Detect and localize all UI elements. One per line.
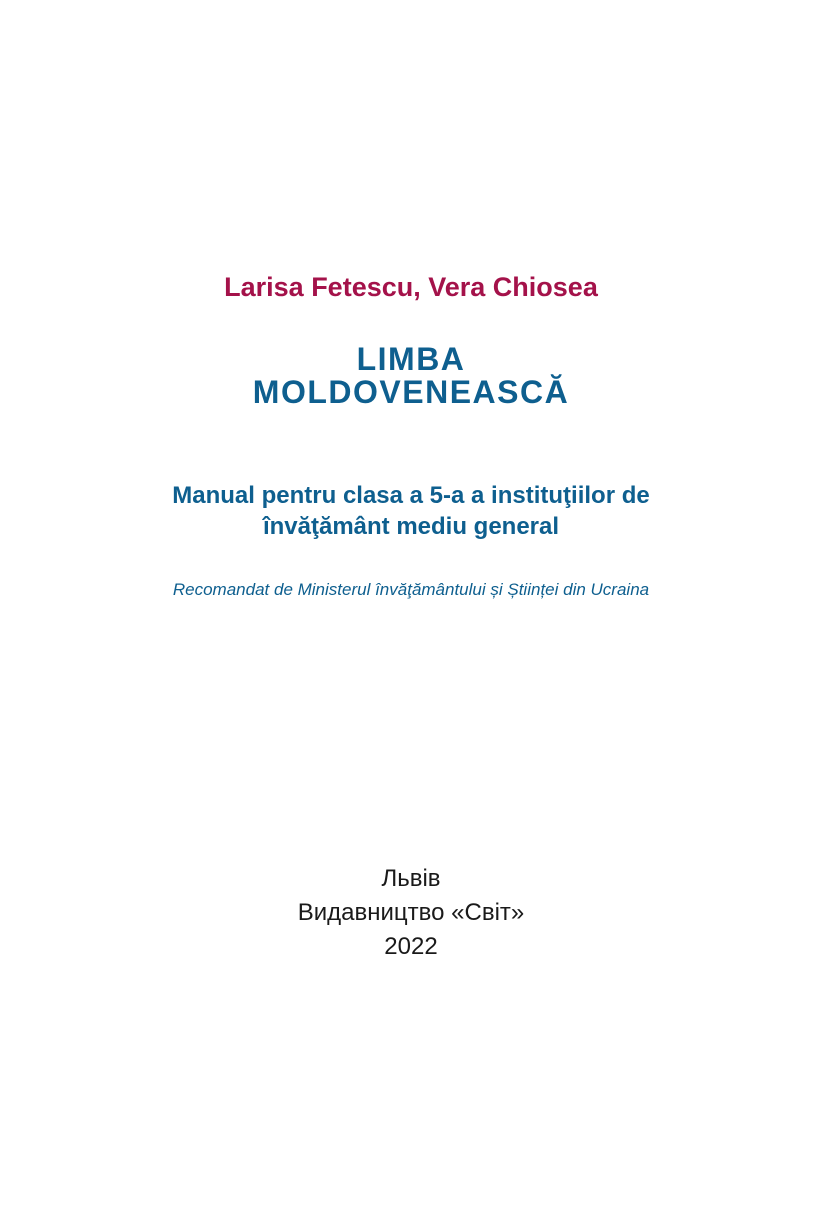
book-subtitle-line-1: Manual pentru clasa a 5-a a instituţiilor de — [172, 482, 650, 509]
publisher-block — [0, 862, 822, 964]
publisher-city: Львів — [381, 865, 441, 892]
authors: Larisa Fetescu, Vera Chiosea — [224, 272, 598, 302]
book-title-line-2: MOLDOVENEASCĂ — [252, 374, 570, 410]
book-title-line-1: LIMBA — [356, 341, 466, 377]
book-subtitle — [0, 480, 822, 542]
publication-year: 2022 — [384, 933, 438, 960]
book-subtitle-line-2: învăţământ mediu general — [262, 513, 560, 540]
book-title — [0, 343, 822, 409]
publisher-name: Видавництво «Світ» — [297, 899, 525, 926]
ministry-recommendation: Recomandat de Ministerul învăţământului și Științei din Ucraina — [172, 580, 650, 599]
